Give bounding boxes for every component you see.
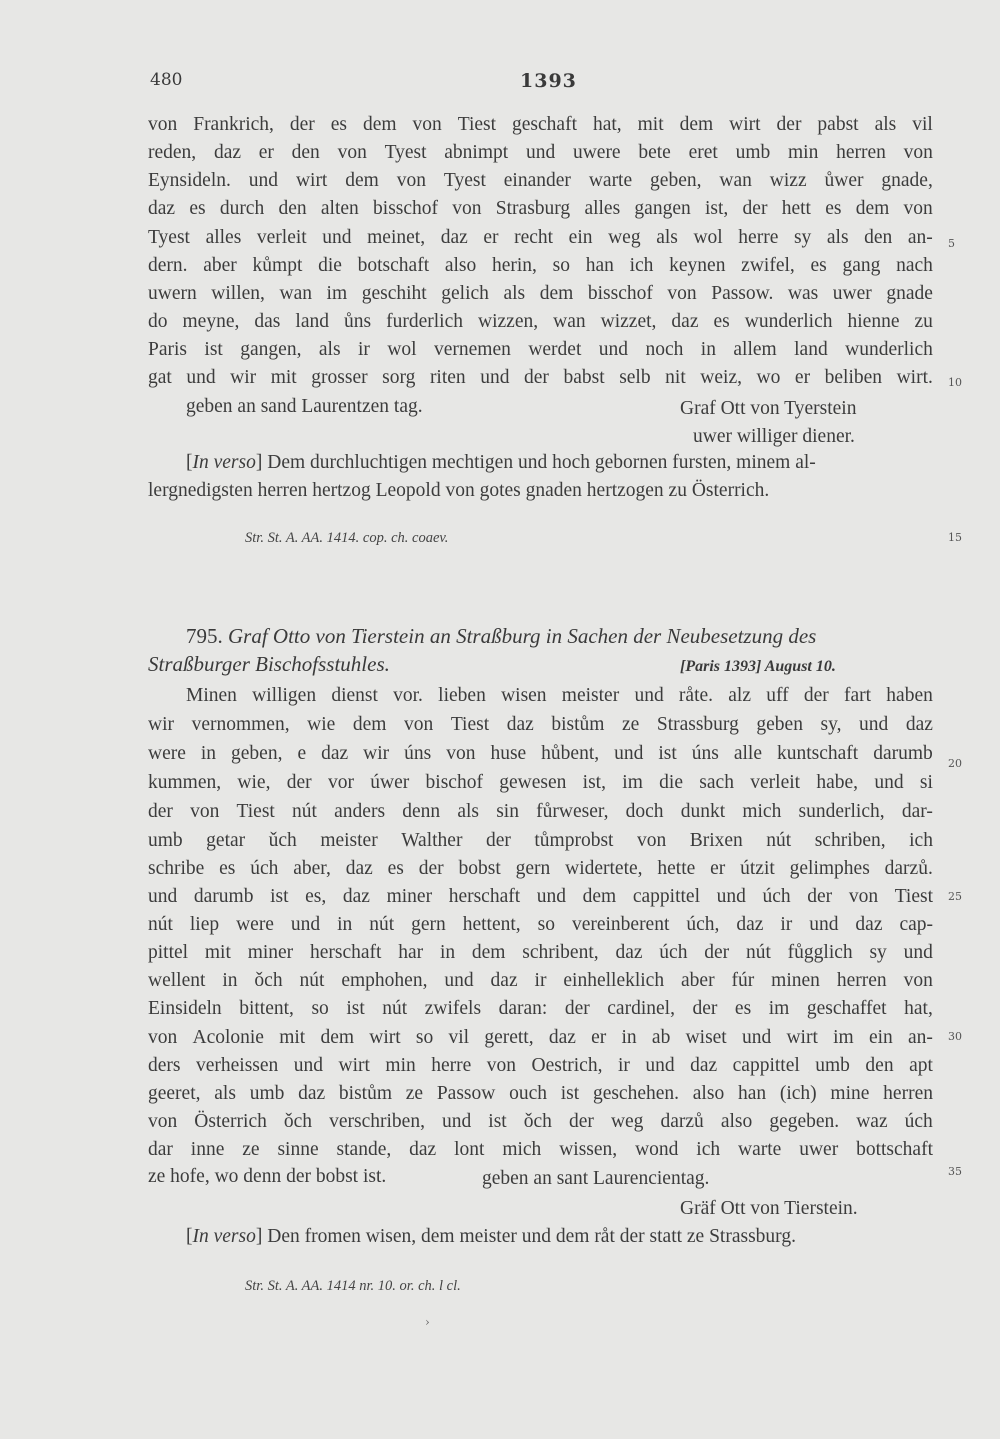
letter1-line-1: von Frankrich, der es dem von Tiest geschaft hat, mit dem wirt der pabst als vil: [148, 114, 933, 135]
letter2-line-9: nút liep were und in nút gern hettent, so vereinberent úch, daz ir und daz cap-: [148, 914, 933, 935]
letter2-line-7: schribe es úch aber, daz es der bobst gern widertete, hette er útzit gelimphes darzů.: [148, 858, 933, 879]
letter2-line-15: geeret, als umb daz bistům ze Passow ouch ist geschehen. also han (ich) mine herren: [148, 1083, 933, 1104]
margin-line-number: 35: [948, 1165, 962, 1178]
letter1-line-5: Tyest alles verleit und meinet, daz er recht ein weg als wol herre sy als den an-: [148, 227, 933, 248]
letter2-last-line-left: ze hofe, wo denn der bobst ist.: [148, 1166, 387, 1187]
page-number: 480: [150, 70, 183, 90]
letter2-heading-line-2: Straßburger Bischofsstuhles.: [148, 652, 390, 676]
letter1-line-2: reden, daz er den von Tyest abnimpt und uwere bete eret umb min herren von: [148, 142, 933, 163]
letter2-line-4: kummen, wie, der vor úwer bischof gewesen ist, im die sach verleit habe, und si: [148, 772, 933, 793]
letter2-line-1: Minen willigen dienst vor. lieben wisen meister und råte. alz uff der fart haben: [186, 685, 933, 706]
letter1-line-4: daz es durch den alten bisschof von Strasburg alles gangen ist, der hett es dem von: [148, 198, 933, 219]
letter1-signature-subscription: uwer williger diener.: [693, 426, 855, 447]
margin-line-number: 25: [948, 890, 962, 903]
letter1-signature: Graf Ott von Tyerstein: [680, 398, 857, 419]
margin-line-number: 20: [948, 757, 962, 770]
letter1-line-10: gat und wir mit grosser sorg riten und der babst selb nit weiz, wo er beliben wirt.: [148, 367, 933, 388]
letter2-closing-date: geben an sant Laurencientag.: [482, 1168, 710, 1189]
letter2-line-11: wellent in ǒch nút emphohen, und daz ir einhelleklich aber fúr minen herren von: [148, 970, 933, 991]
letter1-line-6: dern. aber kůmpt die botschaft also herin, so han ich keynen zwifel, es gang nach: [148, 255, 933, 276]
letter1-verso-line-1: [In verso] Dem durchluchtigen mechtigen und hoch gebornen fursten, minem al-: [186, 452, 816, 473]
letter2-date: [Paris 1393] August 10.: [680, 658, 836, 675]
letter2-line-14: ders verheissen und wirt min herre von Oestrich, ir und daz cappittel umb den apt: [148, 1055, 933, 1076]
letter2-line-8: und darumb ist es, daz miner herschaft und dem cappittel und úch der von Tiest: [148, 886, 933, 907]
letter2-verso-line: [In verso] Den fromen wisen, dem meister und dem råt der statt ze Strassburg.: [186, 1226, 796, 1247]
letter2-signature: Gräf Ott von Tierstein.: [680, 1198, 858, 1219]
letter2-line-6: umb getar ǔch meister Walther der tůmprobst von Brixen nút schriben, ich: [148, 830, 933, 851]
verso-label: In verso: [192, 1226, 256, 1247]
letter1-verso-line-2: lergnedigsten herren hertzog Leopold von gotes gnaden hertzogen zu Österrich.: [148, 480, 770, 501]
verso-label: In verso: [192, 452, 256, 473]
letter2-line-17: dar inne ze sinne stande, daz lont mich wissen, wond ich warte uwer bottschaft: [148, 1139, 933, 1160]
letter2-number: 795.: [186, 624, 223, 648]
margin-line-number: 15: [948, 531, 962, 544]
print-mark: ›: [425, 1315, 430, 1329]
running-head-year: 1393: [520, 70, 577, 92]
letter2-line-16: von Österrich ǒch verschriben, und ist ǒch der weg darzů also gegeben. waz úch: [148, 1111, 933, 1132]
letter2-line-2: wir vernommen, wie dem von Tiest daz bistům ze Strassburg geben sy, und daz: [148, 714, 933, 735]
letter2-heading-line-1: 795. Graf Otto von Tierstein an Straßburg in Sachen der Neubesetzung des: [186, 624, 817, 648]
letter2-line-10: pittel mit miner herschaft har in dem schribent, daz úch der nút fůgglich sy und: [148, 942, 933, 963]
letter2-line-3: were in geben, e daz wir úns von huse hůbent, und ist úns alle kuntschaft darumb: [148, 743, 933, 764]
letter1-line-7: uwern willen, wan im geschiht gelich als dem bisschof von Passow. was uwer gnade: [148, 283, 933, 304]
letter1-source-citation: Str. St. A. AA. 1414. cop. ch. coaev.: [245, 530, 449, 546]
margin-line-number: 10: [948, 376, 962, 389]
margin-line-number: 30: [948, 1030, 962, 1043]
letter1-line-8: do meyne, das land ůns furderlich wizzen, wan wizzet, daz es wunderlich hienne zu: [148, 311, 933, 332]
margin-line-number: 5: [948, 237, 955, 250]
letter1-line-3: Eynsideln. und wirt dem von Tyest einander warte geben, wan wizz ůwer gnade,: [148, 170, 933, 191]
letter2-line-13: von Acolonie mit dem wirt so vil gerett, daz er in ab wiset und wirt im ein an-: [148, 1027, 933, 1048]
letter2-line-12: Einsideln bittent, so ist nút zwifels daran: der cardinel, der es im geschaffet hat,: [148, 998, 933, 1019]
letter2-source-citation: Str. St. A. AA. 1414 nr. 10. or. ch. l cl.: [245, 1278, 461, 1294]
letter1-line-9: Paris ist gangen, als ir wol vernemen werdet und noch in allem land wunderlich: [148, 339, 933, 360]
letter1-closing-date: geben an sand Laurentzen tag.: [186, 396, 423, 417]
letter2-line-5: der von Tiest nút anders denn als sin fůrweser, doch dunkt mich sunderlich, dar-: [148, 801, 933, 822]
